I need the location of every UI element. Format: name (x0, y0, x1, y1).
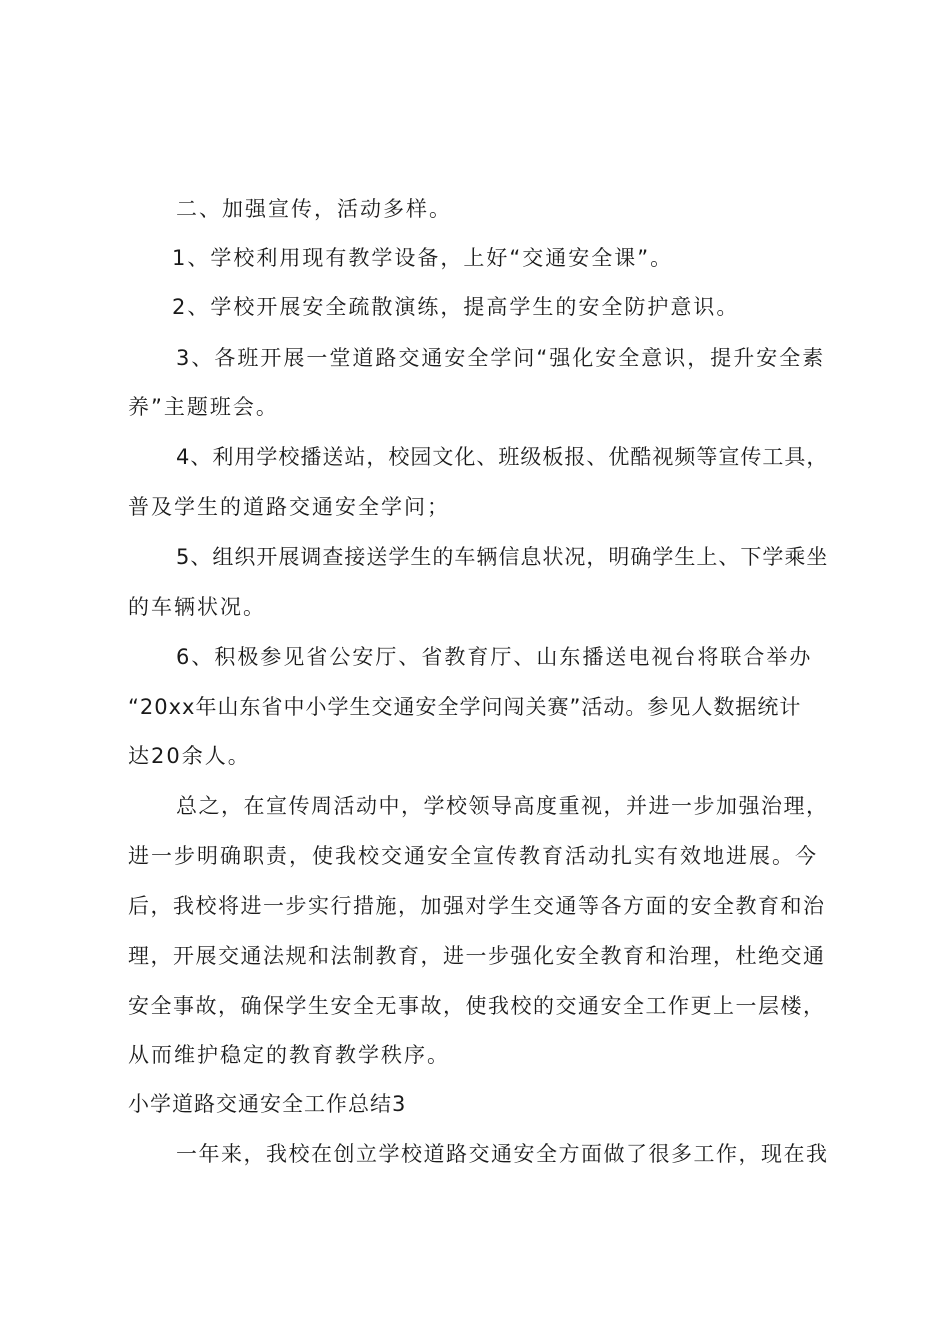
list-item-4-line-1: 4、利用学校播送站，校园文化、班级板报、优酷视频等宣传工具， (176, 445, 829, 469)
summary-line-1: 总之，在宣传周活动中，学校领导高度重视，并进一步加强治理， (176, 794, 829, 818)
list-item-4-line-2: 普及学生的道路交通安全学问； (128, 495, 450, 519)
summary-line-5: 安全事故，确保学生安全无事故，使我校的交通安全工作更上一层楼， (128, 994, 826, 1018)
summary-line-3: 后，我校将进一步实行措施，加强对学生交通等各方面的安全教育和治 (128, 894, 826, 918)
intro-line-1: 一年来，我校在创立学校道路交通安全方面做了很多工作，现在我 (176, 1142, 829, 1166)
list-item-5-line-2: 的车辆状况。 (128, 595, 266, 619)
summary-line-6: 从而维护稳定的教育教学秩序。 (128, 1043, 450, 1067)
list-item-6-line-2: “20xx年山东省中小学生交通安全学问闯关赛”活动。参见人数据统计 (128, 695, 802, 719)
list-item-3-line-2: 养”主题班会。 (128, 395, 279, 419)
list-item-2: 2、学校开展安全疏散演练，提高学生的安全防护意识。 (172, 295, 740, 319)
list-item-3-line-1: 3、各班开展一堂道路交通安全学问“强化安全意识，提升安全素 (176, 346, 826, 370)
article-title: 小学道路交通安全工作总结3 (128, 1092, 407, 1116)
section-heading: 二、加强宣传，活动多样。 (176, 197, 452, 221)
summary-line-2: 进一步明确职责，使我校交通安全宣传教育活动扎实有效地进展。今 (128, 844, 818, 868)
summary-line-4: 理，开展交通法规和法制教育，进一步强化安全教育和治理，杜绝交通 (128, 944, 826, 968)
list-item-6-line-1: 6、积极参见省公安厅、省教育厅、山东播送电视台将联合举办 (176, 645, 813, 669)
list-item-5-line-1: 5、组织开展调查接送学生的车辆信息状况，明确学生上、下学乘坐 (176, 545, 829, 569)
list-item-6-line-3: 达20余人。 (128, 744, 251, 768)
list-item-1: 1、学校利用现有教学设备，上好“交通安全课”。 (172, 246, 674, 270)
